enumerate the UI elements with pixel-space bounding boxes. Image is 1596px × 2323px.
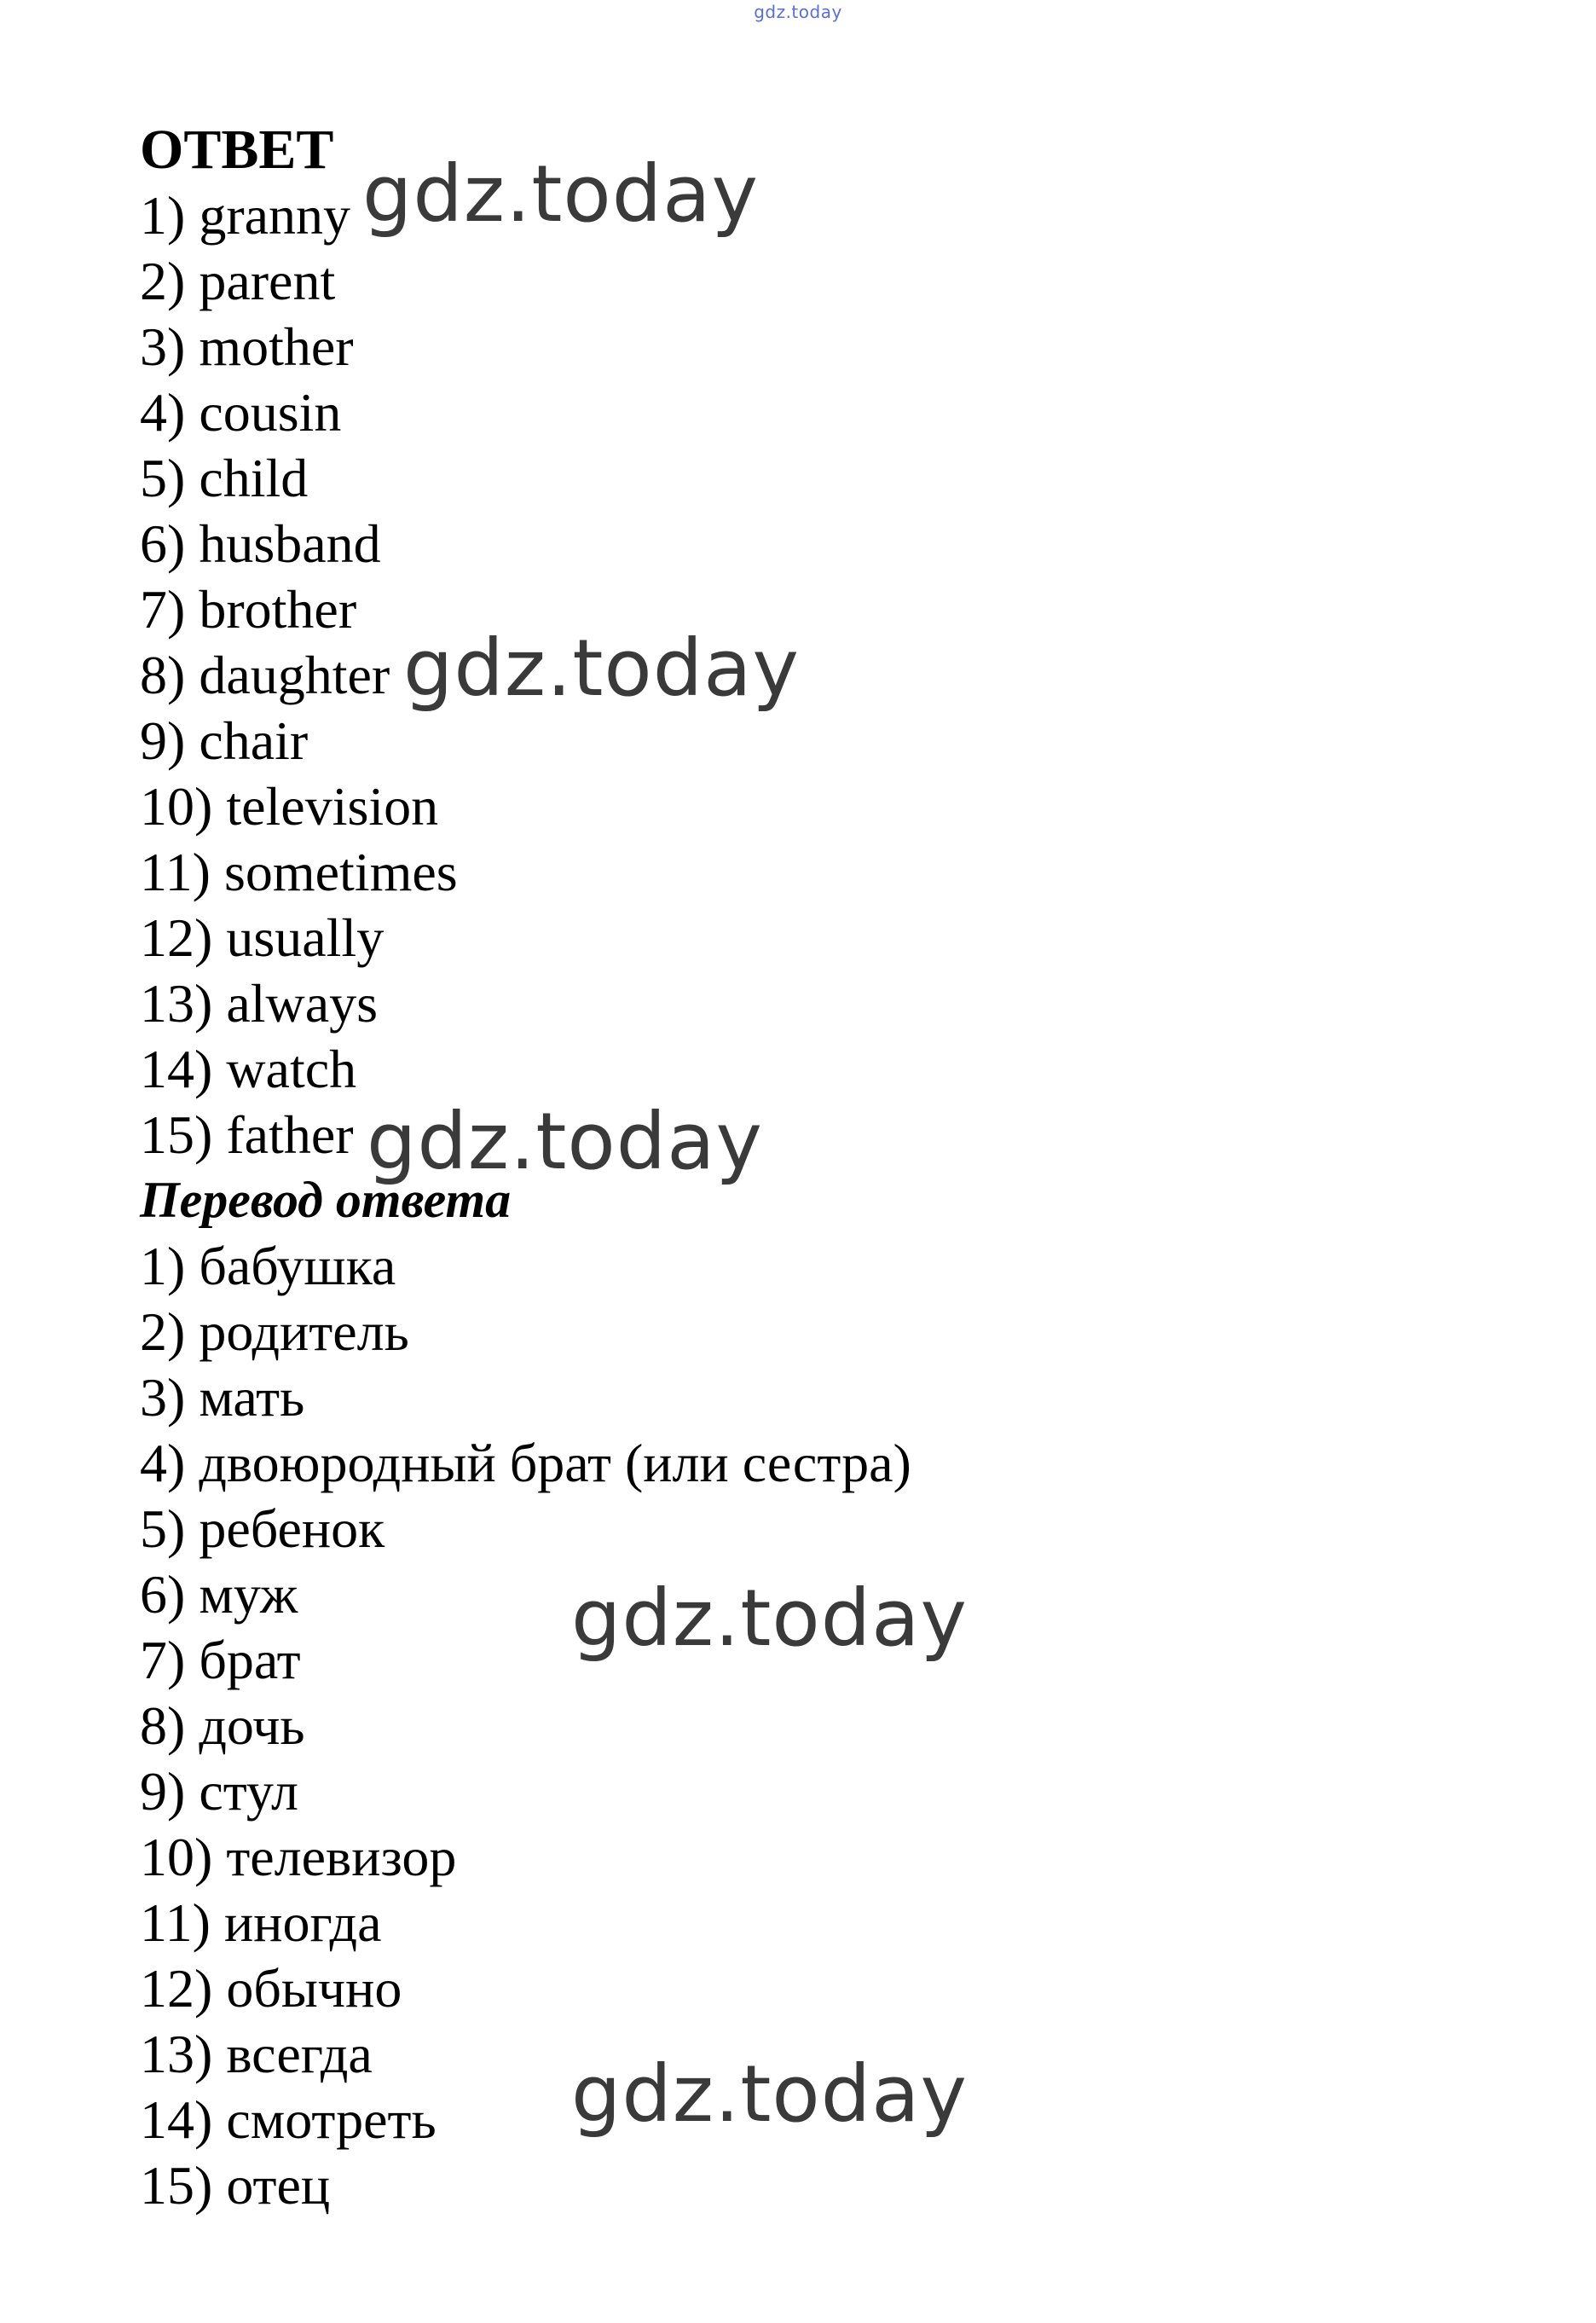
watermark-1: gdz.today bbox=[362, 148, 759, 240]
translation-item-2: 2) родитель bbox=[140, 1301, 409, 1362]
translation-item-5: 5) ребенок bbox=[140, 1498, 385, 1559]
translation-item-12: 12) обычно bbox=[140, 1958, 402, 2019]
translation-item-6: 6) муж bbox=[140, 1564, 298, 1625]
translation-item-13: 13) всегда bbox=[140, 2024, 373, 2084]
watermark-5: gdz.today bbox=[571, 2048, 968, 2140]
answer-item-10: 10) television bbox=[140, 776, 439, 837]
answer-item-9: 9) chair bbox=[140, 710, 309, 771]
watermark-4: gdz.today bbox=[571, 1573, 968, 1664]
answer-item-12: 12) usually bbox=[140, 907, 385, 968]
translation-item-7: 7) брат bbox=[140, 1630, 301, 1690]
answer-item-13: 13) always bbox=[140, 973, 379, 1034]
translation-item-14: 14) смотреть bbox=[140, 2089, 437, 2150]
answer-item-15: 15) father bbox=[140, 1104, 354, 1165]
watermark-2: gdz.today bbox=[403, 623, 800, 714]
translation-item-1: 1) бабушка bbox=[140, 1236, 396, 1296]
answer-item-2: 2) parent bbox=[140, 251, 336, 311]
translation-item-9: 9) стул bbox=[140, 1761, 298, 1822]
answer-item-14: 14) watch bbox=[140, 1039, 357, 1099]
answer-item-5: 5) child bbox=[140, 448, 309, 508]
answer-heading: ОТВЕТ bbox=[140, 119, 334, 181]
answer-item-4: 4) cousin bbox=[140, 382, 342, 443]
answer-item-8: 8) daughter bbox=[140, 645, 390, 705]
translation-item-11: 11) иногда bbox=[140, 1892, 382, 1953]
answer-item-3: 3) mother bbox=[140, 316, 354, 377]
translation-item-8: 8) дочь bbox=[140, 1695, 305, 1756]
answer-item-7: 7) brother bbox=[140, 579, 357, 640]
translation-heading: Перевод ответа bbox=[140, 1172, 512, 1228]
answer-item-1: 1) granny bbox=[140, 185, 351, 246]
translation-item-4: 4) двоюродный брат (или сестра) bbox=[140, 1433, 911, 1493]
top-watermark: gdz.today bbox=[754, 2, 842, 22]
translation-item-3: 3) мать bbox=[140, 1367, 305, 1428]
watermark-3: gdz.today bbox=[367, 1096, 763, 1187]
answer-item-11: 11) sometimes bbox=[140, 842, 458, 902]
answer-item-6: 6) husband bbox=[140, 513, 381, 574]
translation-item-15: 15) отец bbox=[140, 2155, 331, 2216]
translation-item-10: 10) телевизор bbox=[140, 1827, 457, 1887]
